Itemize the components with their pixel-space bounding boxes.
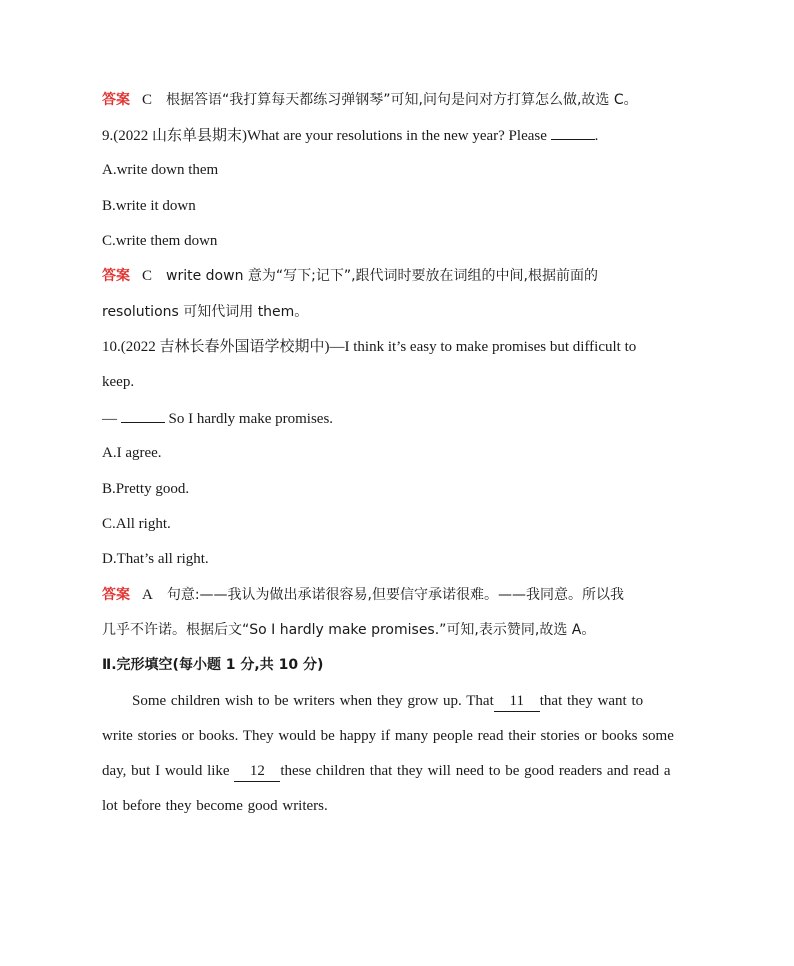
q8-answer-line <box>102 90 638 110</box>
passage-line-3 <box>102 761 671 782</box>
answer-label: 答案 <box>102 587 130 603</box>
answer-blank <box>121 408 165 423</box>
q9-stem <box>102 125 598 146</box>
answer-explanation: 句意:——我认为做出承诺很容易,但要信守承诺很难。——我同意。所以我 <box>166 587 625 603</box>
q9-option-a: A.write down them <box>102 162 219 178</box>
q10-stem-line-2: keep. <box>102 374 135 390</box>
passage-line-1 <box>132 691 643 712</box>
q9-answer-line-2: resolutions 可知代词用 them。 <box>102 304 309 320</box>
cloze-blank-11: 11 <box>494 691 540 712</box>
answer-explanation: write down 意为“写下;记下”,跟代词时要放在词组的中间,根据前面的 <box>166 268 599 284</box>
answer-label: 答案 <box>102 92 130 108</box>
q10-stem: 10.(2022 吉林长春外国语学校期中)—I think it’s easy to make promises but difficult to <box>102 339 637 355</box>
q10-option-c: C.All right. <box>102 516 171 532</box>
q10-option-a: A.I agree. <box>102 445 162 461</box>
q9-stem-text: 9.(2022 山东单县期末)What are your resolutions in the new year? Please <box>102 128 547 144</box>
q9-stem-end: . <box>594 128 599 144</box>
q9-answer-line <box>102 266 598 286</box>
reply-text: So I hardly make promises. <box>168 411 334 427</box>
q10-reply <box>102 408 333 429</box>
q9-option-b: B.write it down <box>102 198 196 214</box>
passage-line-2: write stories or books. They would be happy if many people read their stories or books some <box>102 728 674 744</box>
answer-letter: C <box>142 268 153 284</box>
q9-option-c: C.write them down <box>102 233 218 249</box>
q10-answer-line-2: 几乎不许诺。根据后文“So I hardly make promises.”可知,表示赞同,故选 A。 <box>102 622 596 638</box>
passage-line-4: lot before they become good writers. <box>102 798 328 814</box>
answer-blank <box>551 125 595 140</box>
passage-text: day, but I would like <box>102 763 230 779</box>
answer-explanation: 根据答语“我打算每天都练习弹钢琴”可知,问句是问对方打算怎么做,故选 C。 <box>166 92 638 108</box>
passage-text: these children that they will need to be good readers and read a <box>280 763 671 779</box>
passage-text: that they want to <box>539 693 644 709</box>
q10-option-d: D.That’s all right. <box>102 551 209 567</box>
section-title: Ⅱ.完形填空(每小题 1 分,共 10 分) <box>102 657 324 673</box>
passage-text: Some children wish to be writers when they grow up. That <box>132 693 494 709</box>
answer-letter: C <box>142 92 153 108</box>
cloze-blank-12: 12 <box>234 761 280 782</box>
q10-option-b: B.Pretty good. <box>102 481 190 497</box>
q10-answer-line <box>102 585 624 605</box>
reply-dash: — <box>102 411 117 427</box>
answer-letter: A <box>142 587 153 603</box>
answer-label: 答案 <box>102 268 130 284</box>
